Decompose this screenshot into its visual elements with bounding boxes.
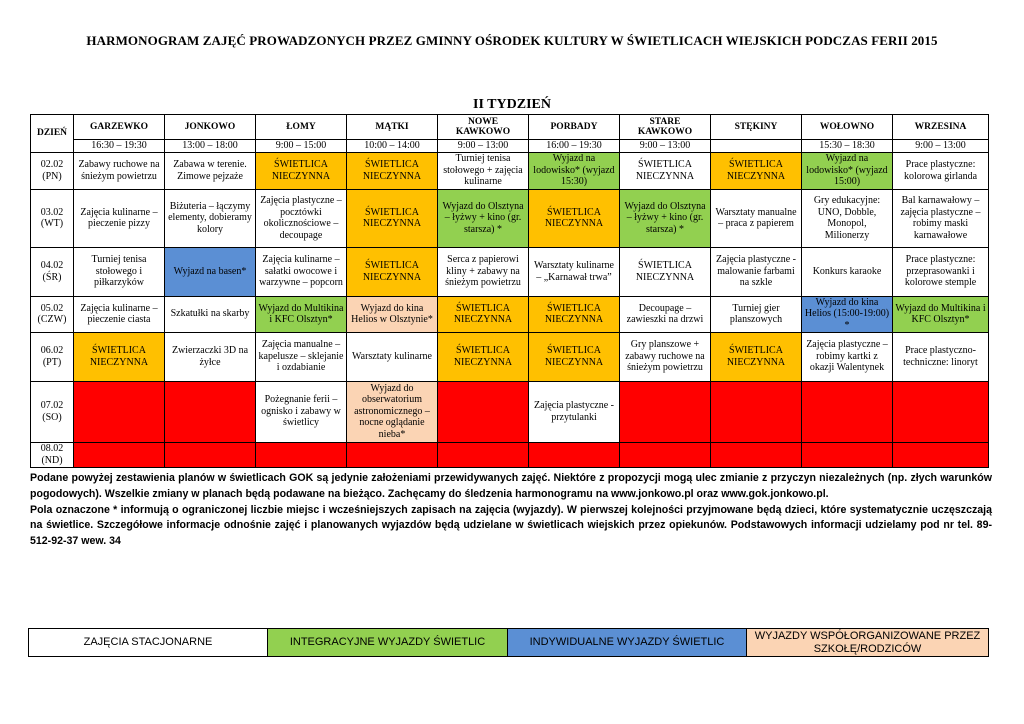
- day-cell: 07.02 (SO): [31, 381, 74, 442]
- document-title: HARMONOGRAM ZAJĘĆ PROWADZONYCH PRZEZ GMINNY OŚRODEK KULTURY W ŚWIETLICACH WIEJSKICH PODCZAS FERII 2015: [86, 33, 938, 48]
- schedule-cell: Wyjazd do Multikina i KFC Olsztyn*: [893, 296, 989, 332]
- day-cell: 02.02 (PN): [31, 152, 74, 189]
- schedule-cell: Wyjazd na basen*: [165, 247, 256, 296]
- schedule-cell: ŚWIETLICA NIECZYNNA: [711, 332, 802, 381]
- schedule-cell: Wyjazd do kina Helios (15:00-19:00) *: [802, 296, 893, 332]
- location-header: PORBADY: [529, 115, 620, 140]
- schedule-cell: ŚWIETLICA NIECZYNNA: [711, 152, 802, 189]
- schedule-cell: Turniej tenisa stołowego + zajęcia kulinarne: [438, 152, 529, 189]
- schedule-cell: ŚWIETLICA NIECZYNNA: [74, 332, 165, 381]
- schedule-cell: Pożegnanie ferii – ognisko i zabawy w świetlicy: [256, 381, 347, 442]
- schedule-cell: ŚWIETLICA NIECZYNNA: [620, 152, 711, 189]
- hours-row: [31, 140, 989, 153]
- schedule-cell: Warsztaty manualne – praca z papierem: [711, 189, 802, 247]
- day-cell: 05.02 (CZW): [31, 296, 74, 332]
- hours-cell: 9:00 – 13:00: [893, 140, 989, 153]
- location-header: WOŁOWNO: [802, 115, 893, 140]
- schedule-cell: [74, 442, 165, 467]
- schedule-cell: Gry planszowe + zabawy ruchowe na śnieżym powietrzu: [620, 332, 711, 381]
- schedule-cell: ŚWIETLICA NIECZYNNA: [529, 332, 620, 381]
- schedule-cell: Turniej gier planszowych: [711, 296, 802, 332]
- schedule-cell: Zajęcia plastyczne – robimy kartki z okazji Walentynek: [802, 332, 893, 381]
- table-row: [31, 247, 989, 296]
- hours-cell: 15:30 – 18:30: [802, 140, 893, 153]
- schedule-cell: Prace plastyczno-techniczne: linoryt: [893, 332, 989, 381]
- table-row: [31, 381, 989, 442]
- table-row: [31, 442, 989, 467]
- schedule-cell: ŚWIETLICA NIECZYNNA: [438, 332, 529, 381]
- location-header: NOWE KAWKOWO: [438, 115, 529, 140]
- schedule-cell: Serca z papierowi kliny + zabawy na śnieżym powietrzu: [438, 247, 529, 296]
- schedule-cell: Zajęcia plastyczne - malowanie farbami na szkle: [711, 247, 802, 296]
- location-header: STĘKINY: [711, 115, 802, 140]
- day-cell: 06.02 (PT): [31, 332, 74, 381]
- notes: [30, 471, 992, 550]
- schedule-cell: [347, 442, 438, 467]
- location-header: JONKOWO: [165, 115, 256, 140]
- schedule-cell: Zabawa w terenie. Zimowe pejzaże: [165, 152, 256, 189]
- schedule-cell: Wyjazd do kina Helios w Olsztynie*: [347, 296, 438, 332]
- schedule-cell: ŚWIETLICA NIECZYNNA: [347, 247, 438, 296]
- schedule-cell: Szkatułki na skarby: [165, 296, 256, 332]
- day-cell: 08.02 (ND): [31, 442, 74, 467]
- schedule-cell: [711, 381, 802, 442]
- schedule-cell: Zabawy ruchowe na śnieżym powietrzu: [74, 152, 165, 189]
- hours-cell: [711, 140, 802, 153]
- schedule-cell: [802, 442, 893, 467]
- location-header: GARZEWKO: [74, 115, 165, 140]
- schedule-cell: [438, 381, 529, 442]
- schedule-cell: Wyjazd do Olsztyna – łyżwy + kino (gr. starsza) *: [620, 189, 711, 247]
- color-legend: [28, 628, 989, 657]
- table-row: [31, 296, 989, 332]
- schedule-cell: Prace plastyczne: kolorowa girlanda: [893, 152, 989, 189]
- schedule-cell: ŚWIETLICA NIECZYNNA: [347, 189, 438, 247]
- hours-cell: 9:00 – 13:00: [438, 140, 529, 153]
- schedule-cell: Zajęcia kulinarne – pieczenie ciasta: [74, 296, 165, 332]
- location-header: ŁOMY: [256, 115, 347, 140]
- hours-cell: 16:00 – 19:30: [529, 140, 620, 153]
- schedule-cell: Wyjazd na lodowisko* (wyjazd 15:00): [802, 152, 893, 189]
- schedule-cell: Wyjazd do obserwatorium astronomicznego – nocne oglądanie nieba*: [347, 381, 438, 442]
- table-row: [31, 332, 989, 381]
- day-cell: 03.02 (WT): [31, 189, 74, 247]
- schedule-cell: Zwierzaczki 3D na żyłce: [165, 332, 256, 381]
- hours-cell: 9:00 – 15:00: [256, 140, 347, 153]
- notes-paragraph: Podane powyżej zestawienia planów w świetlicach GOK są jedynie założeniami przewidywanych zajęć. Niektóre z propozycji mogą ulec zmianie z przyczyn niezależnych (np. złych warunków pogodowych). Wszelkie zmiany w planach będą podawane na bieżąco. Zachęcamy do śledzenia harmonogramu na www.jonkowo.pl oraz www.gok.jonkowo.pl.: [30, 472, 992, 500]
- schedule-cell: [711, 442, 802, 467]
- schedule-cell: [620, 442, 711, 467]
- notes-paragraph: Pola oznaczone * informują o ograniczonej liczbie miejsc i wcześniejszych zapisach na zajęcia (wyjazdy). W pierwszej kolejności przyjmowane będą dzieci, które systematycznie uczęszczają na świetlice. Szczegółowe informacje odnośnie zajęć i planowanych wyjazdów będą udzielane w świetlicach wiejskich przez opiekunów. Podstawowych informacji udzielamy pod nr tel. 89-512-92-37 wew. 34: [30, 503, 992, 548]
- schedule-cell: [620, 381, 711, 442]
- schedule-cell: Prace plastyczne: przeprasowanki i kolorowe stemple: [893, 247, 989, 296]
- schedule-cell: Gry edukacyjne: UNO, Dobble, Monopol, Milionerzy: [802, 189, 893, 247]
- schedule-cell: Wyjazd na lodowisko* (wyjazd 15:30): [529, 152, 620, 189]
- table-row: [31, 152, 989, 189]
- hours-cell: 16:30 – 19:30: [74, 140, 165, 153]
- table-row: [31, 189, 989, 247]
- schedule-cell: Zajęcia plastyczne - przytulanki: [529, 381, 620, 442]
- schedule-cell: ŚWIETLICA NIECZYNNA: [529, 189, 620, 247]
- schedule-cell: [438, 442, 529, 467]
- schedule-cell: Bal karnawałowy – zajęcia plastyczne – robimy maski karnawałowe: [893, 189, 989, 247]
- schedule-cell: [893, 381, 989, 442]
- week-title: II TYDZIEŃ: [473, 97, 551, 112]
- schedule-cell: [256, 442, 347, 467]
- schedule-cell: ŚWIETLICA NIECZYNNA: [620, 247, 711, 296]
- legend-stationary: ZAJĘCIA STACJONARNE: [29, 629, 268, 657]
- schedule-cell: ŚWIETLICA NIECZYNNA: [256, 152, 347, 189]
- hours-cell: 10:00 – 14:00: [347, 140, 438, 153]
- schedule-cell: ŚWIETLICA NIECZYNNA: [438, 296, 529, 332]
- legend-individual-trips: INDYWIDUALNE WYJAZDY ŚWIETLIC: [508, 629, 747, 657]
- day-header: DZIEŃ: [31, 115, 74, 153]
- schedule-cell: Zajęcia manualne – kapelusze – sklejanie i ozdabianie: [256, 332, 347, 381]
- location-header-row: [31, 115, 989, 140]
- schedule-cell: [529, 442, 620, 467]
- legend-integration-trips: INTEGRACYJNE WYJAZDY ŚWIETLIC: [268, 629, 508, 657]
- schedule-cell: [165, 442, 256, 467]
- schedule-cell: Warsztaty kulinarne – „Karnawał trwa”: [529, 247, 620, 296]
- schedule-cell: Zajęcia plastyczne – pocztówki okolicznościowe – decoupage: [256, 189, 347, 247]
- hours-cell: 9:00 – 13:00: [620, 140, 711, 153]
- schedule-cell: Konkurs karaoke: [802, 247, 893, 296]
- schedule-cell: Turniej tenisa stołowego i piłkarzyków: [74, 247, 165, 296]
- schedule-cell: Warsztaty kulinarne: [347, 332, 438, 381]
- legend-coorganized-trips: WYJAZDY WSPÓŁORGANIZOWANE PRZEZ SZKOŁĘ/RODZICÓW: [747, 629, 989, 657]
- location-header: WRZESINA: [893, 115, 989, 140]
- location-header: MĄTKI: [347, 115, 438, 140]
- schedule-cell: [74, 381, 165, 442]
- schedule-table: [30, 114, 989, 468]
- schedule-cell: Wyjazd do Olsztyna – łyżwy + kino (gr. starsza) *: [438, 189, 529, 247]
- schedule-cell: Zajęcia kulinarne – pieczenie pizzy: [74, 189, 165, 247]
- day-cell: 04.02 (ŚR): [31, 247, 74, 296]
- schedule-cell: Biżuteria – łączymy elementy, dobieramy kolory: [165, 189, 256, 247]
- schedule-cell: [893, 442, 989, 467]
- schedule-cell: [165, 381, 256, 442]
- schedule-cell: Wyjazd do Multikina i KFC Olsztyn*: [256, 296, 347, 332]
- schedule-cell: [802, 381, 893, 442]
- schedule-cell: ŚWIETLICA NIECZYNNA: [347, 152, 438, 189]
- schedule-cell: Zajęcia kulinarne – sałatki owocowe i warzywne – popcorn: [256, 247, 347, 296]
- hours-cell: 13:00 – 18:00: [165, 140, 256, 153]
- location-header: STARE KAWKOWO: [620, 115, 711, 140]
- schedule-cell: Decoupage – zawieszki na drzwi: [620, 296, 711, 332]
- schedule-cell: ŚWIETLICA NIECZYNNA: [529, 296, 620, 332]
